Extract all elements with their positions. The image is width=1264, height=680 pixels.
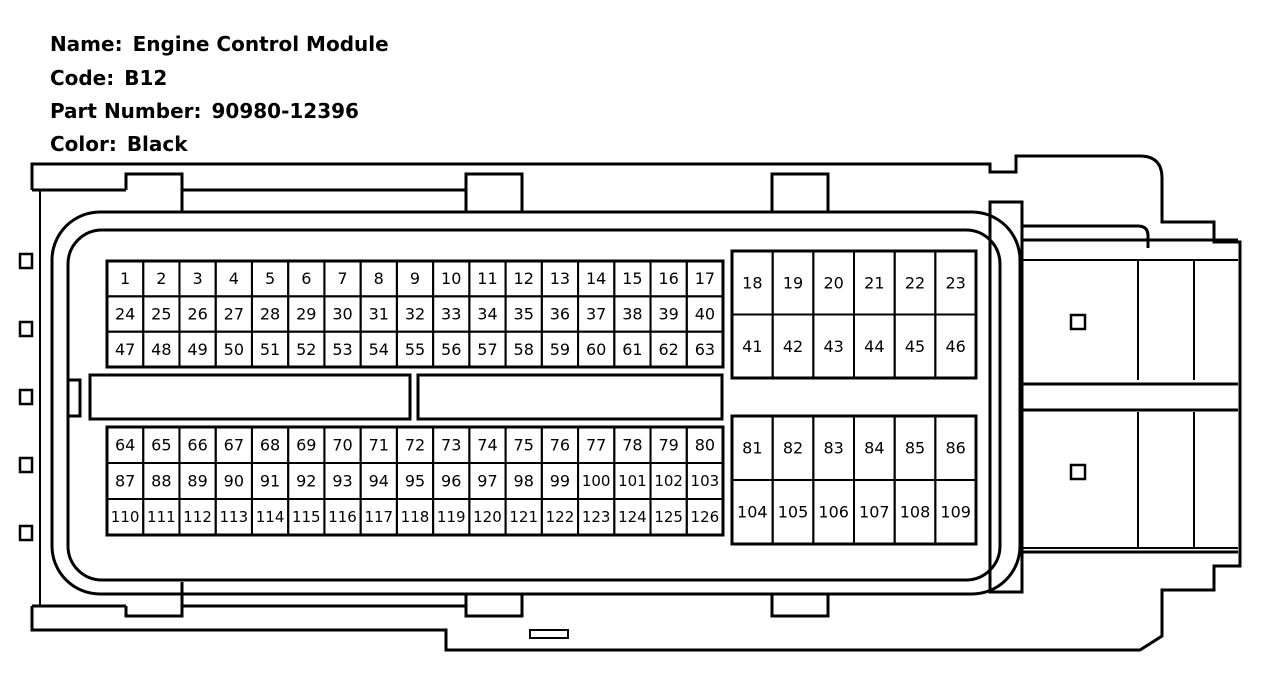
pin-number-5: 5: [264, 269, 276, 289]
pin-number-69: 69: [296, 435, 317, 455]
pin-number-67: 67: [223, 435, 245, 455]
pin-number-106: 106: [818, 502, 849, 522]
pin-number-4: 4: [228, 269, 239, 289]
pin-number-25: 25: [151, 304, 172, 324]
pin-number-109: 109: [940, 502, 971, 522]
pin-number-103: 103: [690, 472, 720, 490]
pin-number-126: 126: [690, 508, 720, 526]
pin-number-95: 95: [404, 471, 426, 491]
pin-number-125: 125: [654, 508, 683, 526]
pin-number-113: 113: [219, 508, 249, 526]
pin-number-51: 51: [259, 339, 281, 359]
pin-number-116: 116: [328, 508, 357, 526]
pin-number-68: 68: [259, 435, 281, 455]
pin-number-23: 23: [945, 273, 966, 293]
code-label: Code:: [49, 66, 115, 90]
pin-number-104: 104: [737, 502, 768, 522]
pin-number-28: 28: [259, 304, 281, 324]
pin-number-62: 62: [658, 339, 679, 359]
pin-number-70: 70: [332, 435, 353, 455]
pin-number-48: 48: [151, 339, 172, 359]
pin-number-100: 100: [581, 472, 611, 490]
pin-number-52: 52: [296, 339, 317, 359]
pin-number-21: 21: [864, 273, 885, 293]
pin-number-35: 35: [513, 304, 534, 324]
pin-number-83: 83: [823, 438, 844, 458]
pin-number-84: 84: [864, 438, 885, 458]
pin-number-110: 110: [110, 508, 140, 526]
pin-number-55: 55: [404, 339, 426, 359]
pin-number-58: 58: [513, 339, 534, 359]
pin-number-22: 22: [904, 273, 926, 293]
pin-number-10: 10: [441, 269, 462, 289]
pin-number-115: 115: [291, 508, 321, 526]
pin-number-78: 78: [622, 435, 643, 455]
pin-number-85: 85: [904, 438, 926, 458]
pin-number-46: 46: [945, 336, 966, 356]
pin-number-12: 12: [513, 269, 534, 289]
pin-number-49: 49: [187, 339, 208, 359]
pin-number-8: 8: [373, 269, 384, 289]
pin-number-44: 44: [864, 336, 885, 356]
pin-number-13: 13: [549, 269, 571, 289]
pin-number-41: 41: [742, 336, 763, 356]
pin-number-118: 118: [400, 508, 430, 526]
pin-number-80: 80: [694, 435, 716, 455]
pin-number-91: 91: [259, 471, 281, 491]
pin-number-74: 74: [477, 435, 498, 455]
pin-number-3: 3: [192, 269, 203, 289]
pin-number-7: 7: [337, 269, 348, 289]
right-upper-pin-grid: [732, 251, 976, 378]
right-lower-pin-grid: [732, 416, 976, 544]
pin-number-97: 97: [477, 471, 498, 491]
pin-number-99: 99: [549, 471, 571, 491]
pin-number-59: 59: [549, 339, 571, 359]
pin-number-82: 82: [782, 438, 804, 458]
pin-number-71: 71: [368, 435, 389, 455]
pin-number-90: 90: [223, 471, 245, 491]
pin-number-27: 27: [223, 304, 245, 324]
pin-number-16: 16: [658, 269, 679, 289]
pin-number-18: 18: [742, 273, 763, 293]
pin-number-33: 33: [441, 304, 462, 324]
pin-number-79: 79: [658, 435, 679, 455]
pin-number-54: 54: [368, 339, 389, 359]
pin-number-11: 11: [477, 269, 498, 289]
left-upper-pin-grid: [107, 261, 723, 367]
pin-number-65: 65: [151, 435, 172, 455]
pin-number-53: 53: [332, 339, 353, 359]
pin-number-93: 93: [332, 471, 353, 491]
pin-number-75: 75: [513, 435, 534, 455]
pin-number-76: 76: [549, 435, 571, 455]
pin-number-6: 6: [301, 269, 312, 289]
pin-number-19: 19: [782, 273, 804, 293]
pin-number-17: 17: [694, 269, 716, 289]
color-label: Color:: [49, 132, 117, 156]
pin-number-123: 123: [581, 508, 611, 526]
pin-number-122: 122: [545, 508, 575, 526]
pin-number-43: 43: [823, 336, 844, 356]
pin-number-92: 92: [296, 471, 317, 491]
module-color: Black: [126, 132, 188, 156]
pin-number-64: 64: [114, 435, 136, 455]
pin-number-50: 50: [223, 339, 245, 359]
part-number-label: Part Number:: [49, 99, 202, 123]
pin-number-105: 105: [777, 502, 809, 522]
pin-number-124: 124: [618, 508, 647, 526]
pin-number-39: 39: [658, 304, 679, 324]
pin-number-14: 14: [585, 269, 607, 289]
pin-number-26: 26: [187, 304, 208, 324]
pin-number-73: 73: [441, 435, 462, 455]
pin-number-29: 29: [296, 304, 317, 324]
pin-number-107: 107: [859, 502, 890, 522]
connector-outline: [20, 156, 1240, 650]
part-number: 90980-12396: [211, 99, 359, 123]
pin-number-102: 102: [654, 472, 683, 490]
pin-number-86: 86: [945, 438, 966, 458]
pin-number-77: 77: [585, 435, 607, 455]
pin-number-56: 56: [441, 339, 462, 359]
pin-number-98: 98: [513, 471, 534, 491]
pin-number-88: 88: [151, 471, 172, 491]
pin-number-114: 114: [255, 508, 285, 526]
pin-number-37: 37: [585, 304, 607, 324]
pin-number-42: 42: [782, 336, 804, 356]
pin-number-30: 30: [332, 304, 353, 324]
pin-number-2: 2: [156, 269, 167, 289]
pin-number-121: 121: [509, 508, 539, 526]
module-name: Engine Control Module: [132, 32, 389, 56]
pin-number-112: 112: [183, 508, 212, 526]
pin-number-61: 61: [622, 339, 643, 359]
pin-number-45: 45: [904, 336, 926, 356]
pin-number-20: 20: [823, 273, 844, 293]
pin-number-57: 57: [477, 339, 498, 359]
pin-number-34: 34: [477, 304, 498, 324]
pin-number-15: 15: [622, 269, 643, 289]
left-lower-pin-grid: [107, 427, 723, 535]
pin-number-24: 24: [114, 304, 136, 324]
pin-number-81: 81: [742, 438, 763, 458]
pin-number-60: 60: [585, 339, 607, 359]
pin-number-40: 40: [694, 304, 716, 324]
pin-number-120: 120: [473, 508, 502, 526]
pin-number-38: 38: [622, 304, 643, 324]
pin-grids: [107, 251, 976, 544]
pin-number-9: 9: [409, 269, 421, 289]
pin-number-89: 89: [187, 471, 208, 491]
pin-number-119: 119: [436, 508, 466, 526]
pin-number-117: 117: [364, 508, 394, 526]
pin-number-108: 108: [899, 502, 931, 522]
pin-number-87: 87: [114, 471, 136, 491]
pin-number-32: 32: [404, 304, 426, 324]
pin-number-63: 63: [694, 339, 716, 359]
pin-number-111: 111: [147, 508, 176, 526]
pin-number-101: 101: [618, 472, 647, 490]
pin-number-96: 96: [441, 471, 462, 491]
pin-number-31: 31: [368, 304, 389, 324]
pin-number-36: 36: [549, 304, 571, 324]
pin-number-47: 47: [114, 339, 136, 359]
pin-number-72: 72: [404, 435, 426, 455]
pin-number-1: 1: [120, 269, 131, 289]
module-code: B12: [124, 66, 168, 90]
name-label: Name:: [49, 32, 123, 56]
pin-number-94: 94: [368, 471, 389, 491]
pin-number-66: 66: [187, 435, 208, 455]
